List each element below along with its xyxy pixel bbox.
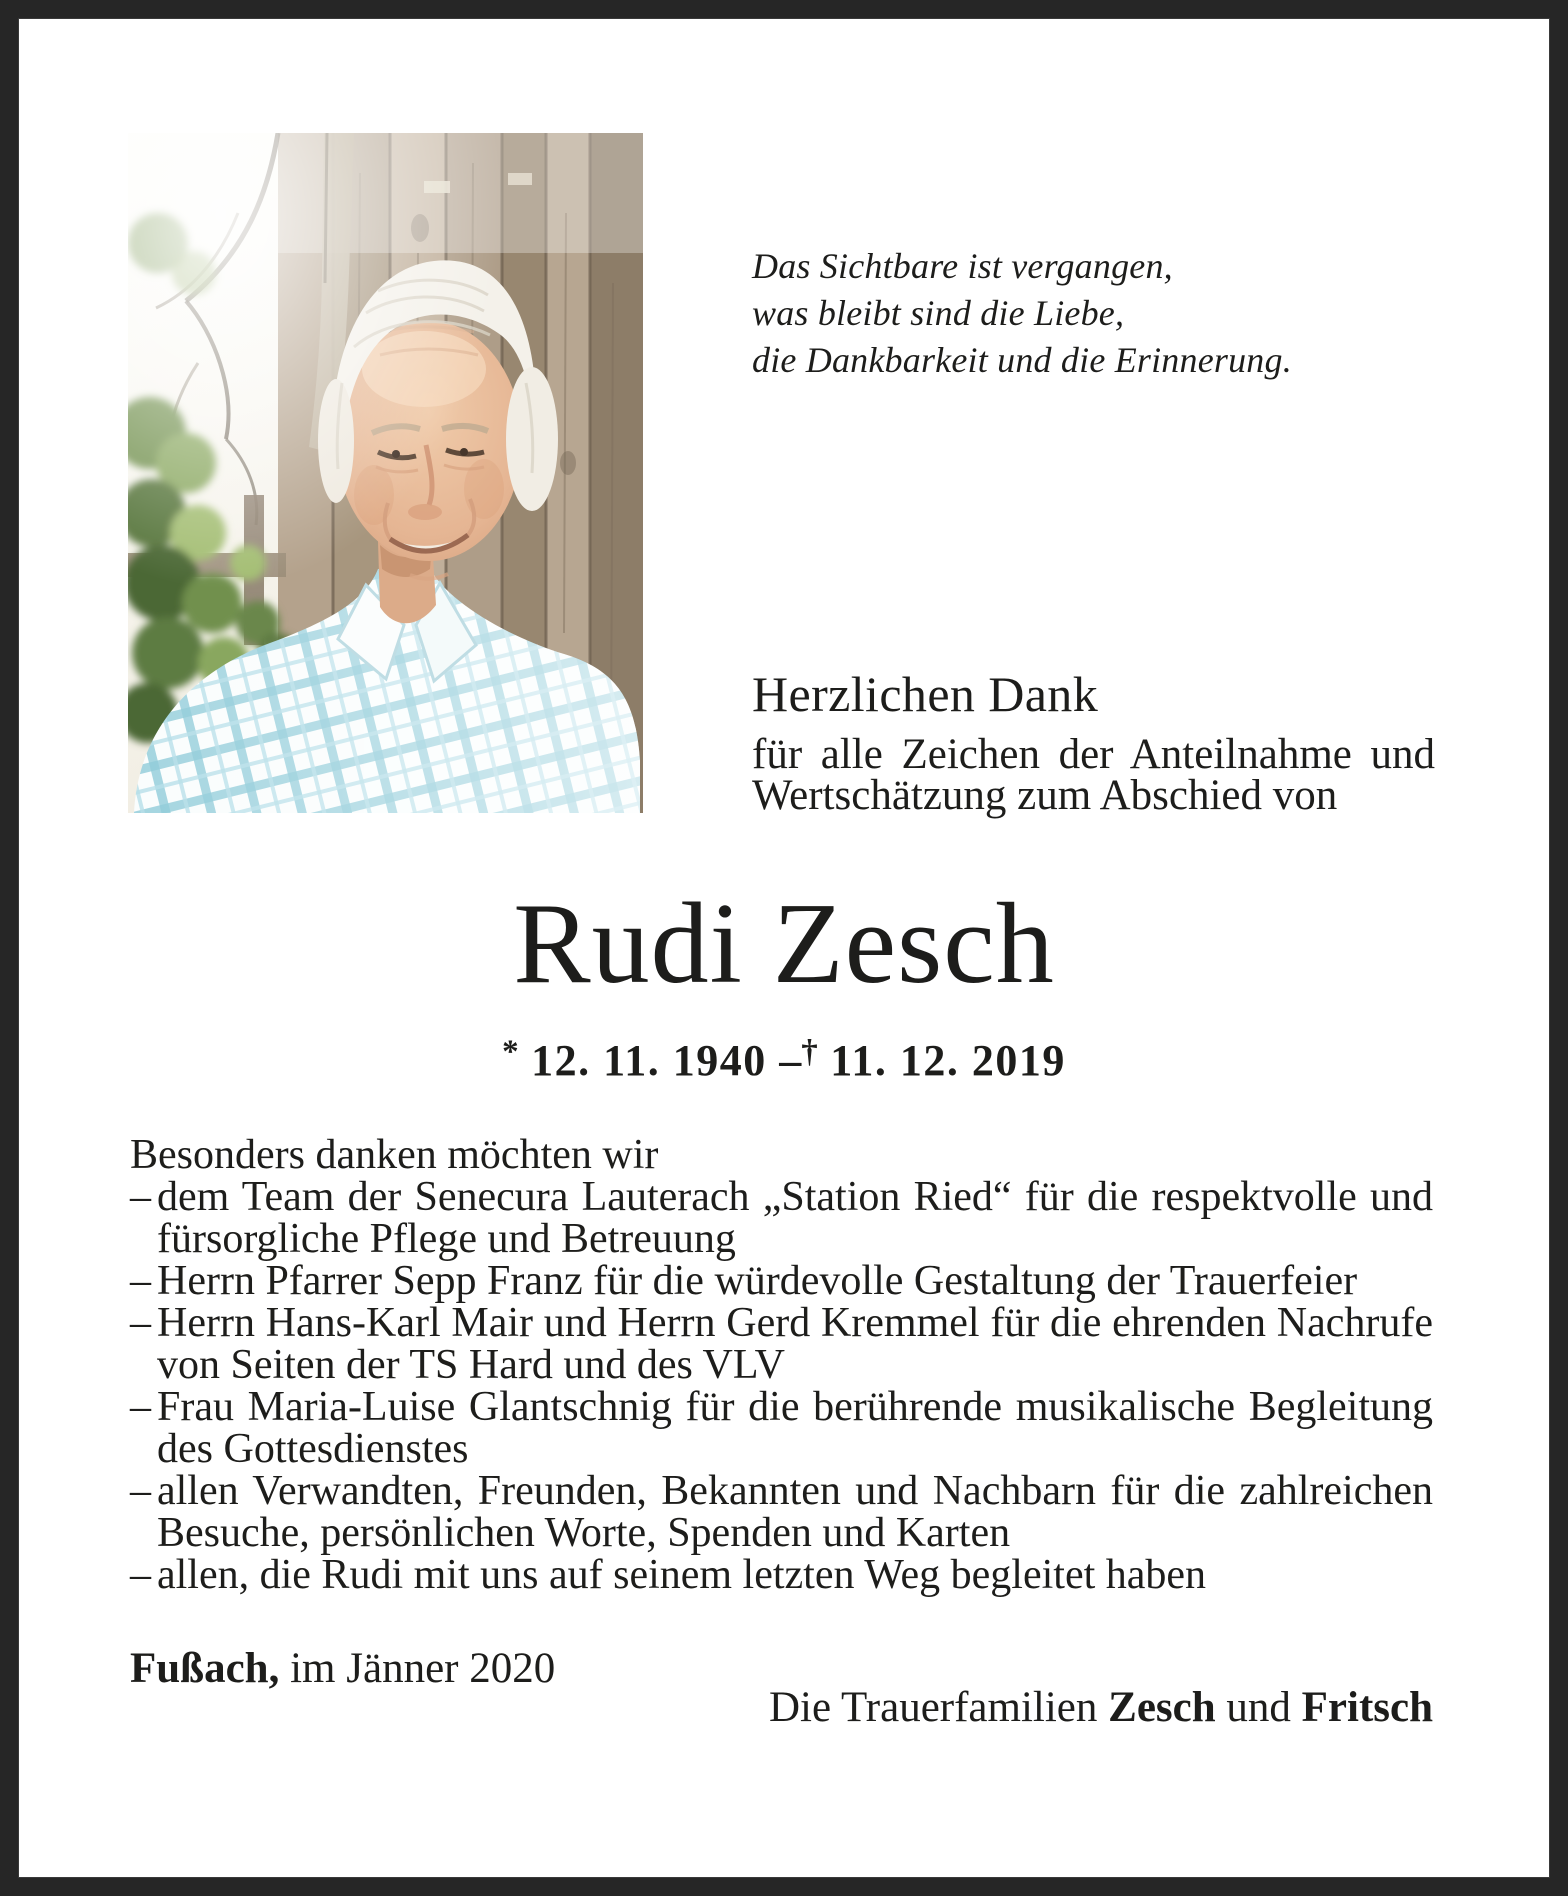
families-prefix: Die Trauerfamilien — [768, 1684, 1098, 1731]
date-text: im Jänner 2020 — [290, 1645, 556, 1692]
acknowledgements-heading: Besonders danken möchten wir — [130, 1132, 659, 1178]
thanks-text: für alle Zeichen der Anteilnahme und Wertschätzung zum Abschied von — [752, 731, 1435, 819]
list-item-text: dem Team der Senecura Lauterach „Station Ried“ für die respektvolle und fürsorgliche Pflege und Betreuung — [157, 1174, 1433, 1262]
conjunction: und — [1226, 1684, 1291, 1731]
birth-date: 12. 11. 1940 — [531, 1036, 767, 1085]
list-item — [130, 1176, 1433, 1260]
death-cross-symbol: † — [801, 1034, 818, 1070]
list-item-text: Herrn Hans-Karl Mair und Herrn Gerd Kremmel für die ehrenden Nachrufe von Seiten der TS Hard und des VLV — [157, 1300, 1433, 1388]
list-dash: – — [130, 1174, 151, 1220]
family-name: Fritsch — [1301, 1684, 1433, 1731]
list-dash: – — [130, 1384, 151, 1430]
date-separator: – — [779, 1036, 802, 1085]
life-dates — [0, 1028, 1568, 1085]
deceased-name: Rudi Zesch — [513, 880, 1055, 1008]
portrait-photo-illustration — [128, 133, 643, 813]
acknowledgements-list — [130, 1176, 1433, 1596]
thanks-section — [752, 666, 1435, 819]
quote-line: die Dankbarkeit und die Erinnerung. — [752, 340, 1292, 380]
place-name: Fußach, — [130, 1645, 280, 1692]
memorial-quote — [752, 243, 1292, 384]
place-date-line — [130, 1645, 555, 1693]
list-item — [130, 1386, 1433, 1470]
family-name: Zesch — [1108, 1684, 1216, 1731]
list-item — [130, 1260, 1433, 1302]
list-dash: – — [130, 1258, 151, 1304]
list-item — [130, 1554, 1433, 1596]
thanks-heading: Herzlichen Dank — [752, 666, 1099, 722]
portrait-photo — [128, 133, 643, 813]
acknowledgements-section — [130, 1134, 1433, 1596]
list-dash: – — [130, 1552, 151, 1598]
birth-star-symbol: * — [502, 1034, 519, 1070]
list-item-text: Frau Maria-Luise Glantschnig für die berührende musikalische Begleitung des Gottesdienstes — [157, 1384, 1433, 1472]
list-item — [130, 1302, 1433, 1386]
list-item-text: allen, die Rudi mit uns auf seinem letzten Weg begleitet haben — [157, 1552, 1207, 1598]
mourning-families-line — [769, 1684, 1433, 1732]
death-date: 11. 12. 2019 — [830, 1036, 1066, 1085]
list-dash: – — [130, 1468, 151, 1514]
list-item-text: Herrn Pfarrer Sepp Franz für die würdevolle Gestaltung der Trauerfeier — [157, 1258, 1358, 1304]
list-item — [130, 1470, 1433, 1554]
quote-line: was bleibt sind die Liebe, — [752, 293, 1125, 333]
quote-line: Das Sichtbare ist vergangen, — [752, 246, 1173, 286]
list-dash: – — [130, 1300, 151, 1346]
list-item-text: allen Verwandten, Freunden, Bekannten und Nachbarn für die zahlreichen Besuche, persönlichen Worte, Spenden und Karten — [157, 1468, 1433, 1556]
